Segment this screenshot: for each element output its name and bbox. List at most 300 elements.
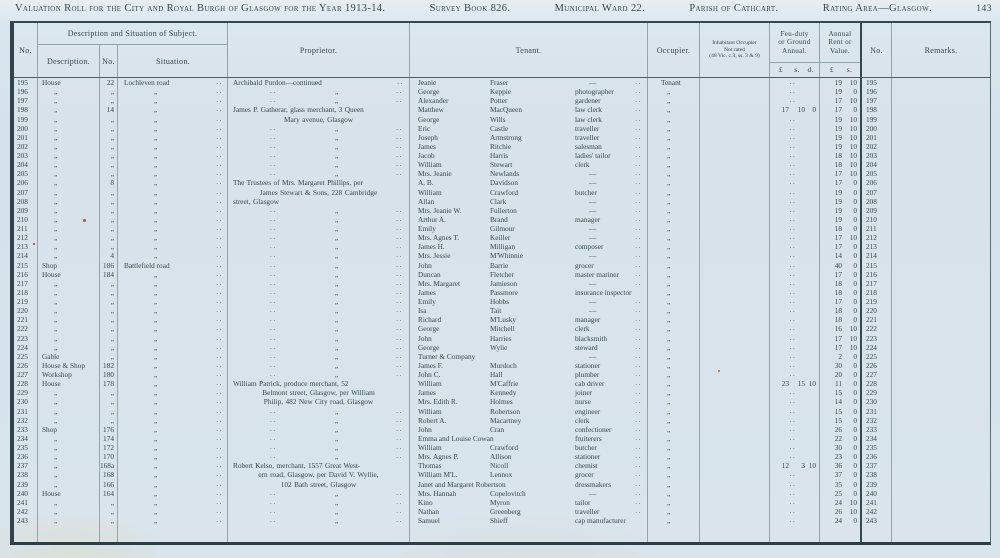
occupation-text: salesman (575, 141, 602, 151)
cell-situation (118, 224, 228, 233)
feu-shillings: 3 (801, 461, 805, 471)
situation-leader-dots: .. (216, 278, 223, 287)
cell-house-no: „ (100, 188, 118, 197)
cell-occupier: „ (648, 388, 700, 397)
cell-feu-duty (770, 197, 820, 206)
cell-description: „ (38, 416, 100, 425)
leader-dots: .. (270, 297, 277, 305)
cell-occupier: „ (648, 288, 700, 297)
rent-pounds: 40 (834, 260, 842, 270)
leader-dots: .. (396, 488, 403, 497)
cell-remarks (892, 279, 990, 288)
tenant-surname: Wylie (490, 342, 508, 352)
cell-occupier: Tenant (648, 78, 700, 87)
cell-feu-duty (770, 343, 820, 352)
cell-feu-duty (770, 306, 820, 315)
leader-dots: .. (789, 214, 797, 223)
tenant-occupation (575, 124, 647, 133)
cell-situation (118, 133, 228, 142)
cell-inhabitant-occupier (700, 124, 770, 133)
cell-annual-rent (820, 489, 862, 498)
ditto-mark: „ (334, 96, 339, 106)
rent-pounds: 2 (838, 351, 842, 361)
leader-dots: .. (396, 224, 403, 232)
cell-house-no: „ (100, 324, 118, 333)
rent-pounds: 17 (834, 233, 842, 243)
cell-remarks (892, 452, 990, 461)
leader-dots: .. (270, 415, 277, 424)
cell-tenant (410, 416, 648, 425)
cell-house-no: „ (100, 142, 118, 151)
cell-description: „ (38, 407, 100, 416)
occupation-text: grocer (575, 470, 594, 480)
cell-occupier: „ (648, 407, 700, 416)
cell-inhabitant-occupier (700, 324, 770, 333)
header-no-right: No. (862, 23, 892, 77)
cell-situation (118, 215, 228, 224)
situation-text: „ (154, 342, 158, 352)
ditto-mark: „ (334, 324, 339, 334)
cell-no-right: 238 (862, 470, 892, 479)
occupation-leader-dots: .. (635, 424, 642, 433)
cell-feu-duty (770, 142, 820, 151)
cell-situation (118, 324, 228, 333)
tenant-surname: Myron (490, 497, 510, 507)
table-row (14, 352, 990, 361)
cell-inhabitant-occupier (700, 169, 770, 178)
table-row (14, 261, 990, 270)
cell-situation (118, 379, 228, 388)
cell-tenant (410, 516, 648, 525)
occupation-leader-dots: .. (635, 260, 642, 269)
cell-annual-rent (820, 416, 862, 425)
cell-inhabitant-occupier (700, 78, 770, 87)
occupation-leader-dots: .. (635, 123, 642, 132)
tenant-occupation (575, 379, 647, 388)
table-row (14, 169, 990, 178)
header-occupier: Occupier. (648, 23, 700, 77)
cell-no-left: 209 (14, 206, 38, 215)
occupation-leader-dots: .. (635, 360, 642, 369)
situation-leader-dots: .. (216, 324, 223, 333)
leader-dots: .. (396, 287, 403, 296)
cell-proprietor (228, 96, 410, 105)
leader-dots: .. (789, 497, 797, 506)
header-inhabitant-line2: Not rated (724, 46, 745, 53)
cell-proprietor (228, 480, 410, 489)
cell-tenant (410, 507, 648, 516)
tenant-surname: Mitchell (490, 324, 515, 334)
cell-no-left: 199 (14, 115, 38, 124)
rent-shillings: 0 (853, 370, 857, 379)
tenant-surname: Fullerton (490, 205, 517, 215)
occupation-text: — (589, 251, 597, 261)
situation-text: „ (154, 406, 158, 416)
table-row (14, 206, 990, 215)
cell-remarks (892, 188, 990, 197)
table-row (14, 142, 990, 151)
cell-no-left: 227 (14, 370, 38, 379)
situation-leader-dots: .. (216, 297, 223, 305)
leader-dots: .. (270, 333, 277, 342)
cell-proprietor (228, 434, 410, 443)
valuation-table (10, 21, 991, 545)
situation-leader-dots: .. (216, 160, 223, 169)
cell-no-right: 232 (862, 416, 892, 425)
cell-no-left: 202 (14, 142, 38, 151)
cell-house-no: 166 (100, 480, 118, 489)
leader-dots: .. (396, 160, 403, 169)
proprietor-text: The Trustees of Mrs. Margaret Phillips, per (233, 178, 363, 188)
cell-annual-rent (820, 169, 862, 178)
situation-leader-dots: .. (216, 488, 223, 497)
rent-pounds: 16 (834, 324, 842, 334)
tenant-surname: Armstrong (490, 132, 522, 142)
cell-description: „ (38, 215, 100, 224)
cell-proprietor (228, 315, 410, 324)
cell-situation (118, 124, 228, 133)
tenant-given: James H. (418, 242, 445, 252)
cell-remarks (892, 178, 990, 187)
tenant-given: William (418, 379, 442, 389)
rent-shillings: 0 (853, 470, 857, 480)
cell-situation (118, 461, 228, 470)
table-row (14, 470, 990, 479)
cell-description: „ (38, 443, 100, 452)
occupation-leader-dots: .. (635, 306, 642, 315)
cell-no-left: 231 (14, 407, 38, 416)
leader-dots: .. (789, 260, 797, 269)
leader-dots: .. (270, 287, 277, 296)
cell-remarks (892, 133, 990, 142)
tenant-surname: Castle (490, 123, 509, 133)
cell-tenant (410, 115, 648, 124)
cell-proprietor (228, 160, 410, 169)
tenant-occupation (575, 516, 647, 525)
cell-occupier: „ (648, 233, 700, 242)
cell-occupier: „ (648, 461, 700, 470)
tenant-surname: Cran (490, 424, 505, 434)
rent-pounds: 35 (834, 479, 842, 489)
situation-text: „ (154, 214, 158, 224)
cell-house-no: „ (100, 169, 118, 178)
tenant-occupation (575, 407, 647, 416)
cell-occupier: „ (648, 470, 700, 479)
cell-no-right: 196 (862, 87, 892, 96)
proprietor-text: street, Glasgow (233, 196, 279, 206)
rent-pounds: 17 (834, 178, 842, 188)
occupation-leader-dots: .. (635, 497, 642, 506)
rent-pounds: 11 (834, 379, 842, 389)
cell-proprietor (228, 188, 410, 197)
leader-dots: .. (789, 151, 797, 159)
cell-no-left: 211 (14, 224, 38, 233)
rent-shillings: 0 (853, 187, 857, 197)
cell-description: „ (38, 251, 100, 260)
situation-leader-dots: .. (216, 169, 223, 178)
ditto-mark: „ (334, 160, 339, 170)
cell-inhabitant-occupier (700, 470, 770, 479)
cell-remarks (892, 78, 990, 87)
cell-feu-duty (770, 370, 820, 379)
cell-proprietor (228, 324, 410, 333)
cell-situation (118, 297, 228, 306)
cell-proprietor (228, 105, 410, 114)
cell-no-right: 228 (862, 379, 892, 388)
cell-no-right: 227 (862, 370, 892, 379)
tenant-given: Mrs. Jeanie (418, 169, 452, 179)
tenant-given: Duncan (418, 269, 441, 279)
cell-description: House (38, 489, 100, 498)
occupation-leader-dots: .. (635, 506, 642, 515)
situation-leader-dots: .. (216, 479, 223, 488)
cell-no-left: 230 (14, 397, 38, 406)
cell-proprietor (228, 206, 410, 215)
ditto-mark: „ (334, 242, 339, 252)
tenant-occupation (575, 197, 647, 206)
leader-dots: .. (270, 87, 277, 96)
cell-description: „ (38, 279, 100, 288)
leader-dots: .. (396, 278, 403, 287)
cell-inhabitant-occupier (700, 489, 770, 498)
leader-dots: .. (789, 96, 797, 105)
tenant-occupation (575, 178, 647, 187)
cell-no-left: 234 (14, 434, 38, 443)
cell-description: „ (38, 516, 100, 525)
occupation-text: manager (575, 214, 601, 224)
cell-no-left: 239 (14, 480, 38, 489)
cell-occupier: „ (648, 169, 700, 178)
cell-remarks (892, 397, 990, 406)
cell-occupier: „ (648, 251, 700, 260)
occupation-leader-dots: .. (635, 196, 642, 205)
table-row (14, 397, 990, 406)
situation-leader-dots: .. (216, 260, 223, 269)
rent-pounds: 15 (834, 388, 842, 398)
ditto-mark: „ (334, 233, 339, 243)
tenant-given: Robert A. (418, 415, 447, 425)
cell-remarks (892, 416, 990, 425)
situation-leader-dots: .. (216, 516, 223, 524)
leader-dots: .. (396, 251, 403, 260)
tenant-surname: Macartney (490, 415, 522, 425)
proprietor-text: James P. Gatherar, glass merchant, 3 Queen (233, 105, 364, 115)
leader-dots: .. (789, 433, 797, 442)
cell-situation (118, 343, 228, 352)
tenant-surname: Lennox (490, 470, 513, 480)
occupation-leader-dots: .. (635, 214, 642, 223)
tenant-surname: Gilmour (490, 224, 515, 233)
cell-occupier: „ (648, 133, 700, 142)
cell-description: „ (38, 334, 100, 343)
cell-occupier: „ (648, 297, 700, 306)
cell-no-right: 195 (862, 78, 892, 87)
cell-remarks (892, 270, 990, 279)
tenant-given: Turner & Company (418, 351, 476, 361)
leader-dots: .. (396, 516, 403, 524)
cell-no-left: 236 (14, 452, 38, 461)
proprietor-text: Archibald Purdon—continued (233, 78, 322, 87)
cell-no-left: 242 (14, 507, 38, 516)
tenant-occupation (575, 261, 647, 270)
cell-occupier: „ (648, 498, 700, 507)
rent-pounds: 18 (834, 224, 842, 233)
leader-dots: .. (789, 196, 797, 205)
occupation-leader-dots: .. (635, 297, 642, 305)
cell-occupier: „ (648, 306, 700, 315)
situation-leader-dots: .. (216, 506, 223, 515)
leader-dots: .. (270, 315, 277, 324)
leader-dots: .. (789, 233, 797, 242)
tenant-occupation (575, 115, 647, 124)
occupation-text: — (589, 78, 597, 87)
tenant-occupation (575, 480, 647, 489)
ditto-mark: „ (334, 452, 339, 462)
situation-text: „ (154, 461, 158, 471)
situation-text: „ (154, 169, 158, 179)
cell-situation (118, 425, 228, 434)
leader-dots: .. (396, 260, 403, 269)
table-row (14, 315, 990, 324)
occupation-leader-dots: .. (635, 315, 642, 324)
leader-dots: .. (270, 251, 277, 260)
cell-no-left: 207 (14, 188, 38, 197)
cell-inhabitant-occupier (700, 416, 770, 425)
cell-remarks (892, 261, 990, 270)
cell-annual-rent (820, 151, 862, 160)
cell-annual-rent (820, 206, 862, 215)
leader-dots: .. (789, 443, 797, 451)
cell-inhabitant-occupier (700, 388, 770, 397)
header-house-no: No. (100, 45, 118, 77)
leader-dots: .. (270, 160, 277, 169)
leader-dots: .. (270, 497, 277, 506)
cell-occupier: „ (648, 270, 700, 279)
rent-pounds: 19 (834, 141, 842, 151)
cell-feu-duty (770, 251, 820, 260)
cell-tenant (410, 379, 648, 388)
cell-tenant (410, 160, 648, 169)
table-row (14, 270, 990, 279)
situation-text: „ (154, 370, 158, 379)
table-row (14, 516, 990, 525)
cell-proprietor (228, 215, 410, 224)
cell-occupier: „ (648, 188, 700, 197)
cell-feu-duty (770, 516, 820, 525)
cell-annual-rent (820, 407, 862, 416)
cell-annual-rent (820, 188, 862, 197)
occupation-text: composer (575, 242, 604, 252)
proprietor-text: 102 Bath street, Glasgow (280, 479, 357, 489)
rent-pounds: 19 (834, 123, 842, 133)
situation-text: „ (154, 415, 158, 425)
cell-remarks (892, 87, 990, 96)
cell-house-no: „ (100, 242, 118, 251)
situation-leader-dots: .. (216, 424, 223, 433)
occupation-leader-dots: .. (635, 342, 642, 351)
tenant-given: Isa (418, 306, 427, 316)
cell-feu-duty (770, 452, 820, 461)
cell-annual-rent (820, 251, 862, 260)
tenant-occupation (575, 315, 647, 324)
tenant-surname: Tait (490, 306, 502, 316)
cell-remarks (892, 242, 990, 251)
situation-leader-dots: .. (216, 87, 223, 96)
header-feu-duty (770, 23, 820, 77)
cell-no-right: 239 (862, 480, 892, 489)
cell-feu-duty (770, 160, 820, 169)
tenant-given: John C. (418, 370, 441, 379)
tenant-surname: Fletcher (490, 269, 514, 279)
tenant-surname: M'Whinnie (490, 251, 523, 261)
leader-dots: .. (789, 141, 797, 150)
cell-house-no: „ (100, 151, 118, 160)
cell-annual-rent (820, 315, 862, 324)
situation-text: „ (154, 132, 158, 142)
tenant-surname: Crawford (490, 187, 518, 197)
cell-description: „ (38, 169, 100, 178)
rent-shillings: 0 (853, 397, 857, 407)
situation-leader-dots: .. (216, 242, 223, 251)
cell-description: „ (38, 306, 100, 315)
cell-annual-rent (820, 270, 862, 279)
tenant-surname: Wills (490, 114, 506, 124)
cell-house-no: „ (100, 297, 118, 306)
cell-no-right: 217 (862, 279, 892, 288)
situation-leader-dots: .. (216, 433, 223, 442)
rent-pounds: 18 (834, 306, 842, 316)
ditto-mark: „ (334, 214, 339, 224)
leader-dots: .. (789, 370, 797, 378)
leader-dots: .. (396, 342, 403, 351)
leader-dots: .. (789, 470, 797, 479)
occupation-text: law clerk (575, 105, 602, 115)
cell-annual-rent (820, 498, 862, 507)
cell-annual-rent (820, 224, 862, 233)
proprietor-text: James Stewart & Sons, 228 Cambridge (259, 187, 378, 197)
situation-leader-dots: .. (216, 397, 223, 406)
cell-feu-duty (770, 425, 820, 434)
tenant-given: James F. (418, 360, 443, 370)
cell-no-left: 213 (14, 242, 38, 251)
tenant-surname: Potter (490, 96, 508, 106)
header-inhabitant-line1: Inhabitant Occupier (712, 40, 757, 47)
table-row (14, 151, 990, 160)
cell-house-no: „ (100, 507, 118, 516)
situation-text: „ (154, 506, 158, 516)
situation-leader-dots: .. (216, 151, 223, 159)
cell-situation (118, 188, 228, 197)
occupation-leader-dots: .. (635, 333, 642, 342)
cell-annual-rent (820, 379, 862, 388)
tenant-occupation (575, 425, 647, 434)
cell-occupier: „ (648, 197, 700, 206)
cell-occupier: „ (648, 352, 700, 361)
cell-no-right: 209 (862, 206, 892, 215)
rent-pounds: 24 (834, 516, 842, 525)
cell-proprietor (228, 407, 410, 416)
rent-shillings: 0 (853, 479, 857, 489)
cell-situation (118, 443, 228, 452)
situation-text: „ (154, 105, 158, 115)
cell-description: „ (38, 288, 100, 297)
rent-pounds: 18 (834, 315, 842, 325)
tenant-occupation (575, 343, 647, 352)
cell-inhabitant-occupier (700, 297, 770, 306)
rent-shillings: 10 (849, 123, 857, 133)
cell-proprietor (228, 489, 410, 498)
tenant-given: Allan (418, 196, 435, 206)
